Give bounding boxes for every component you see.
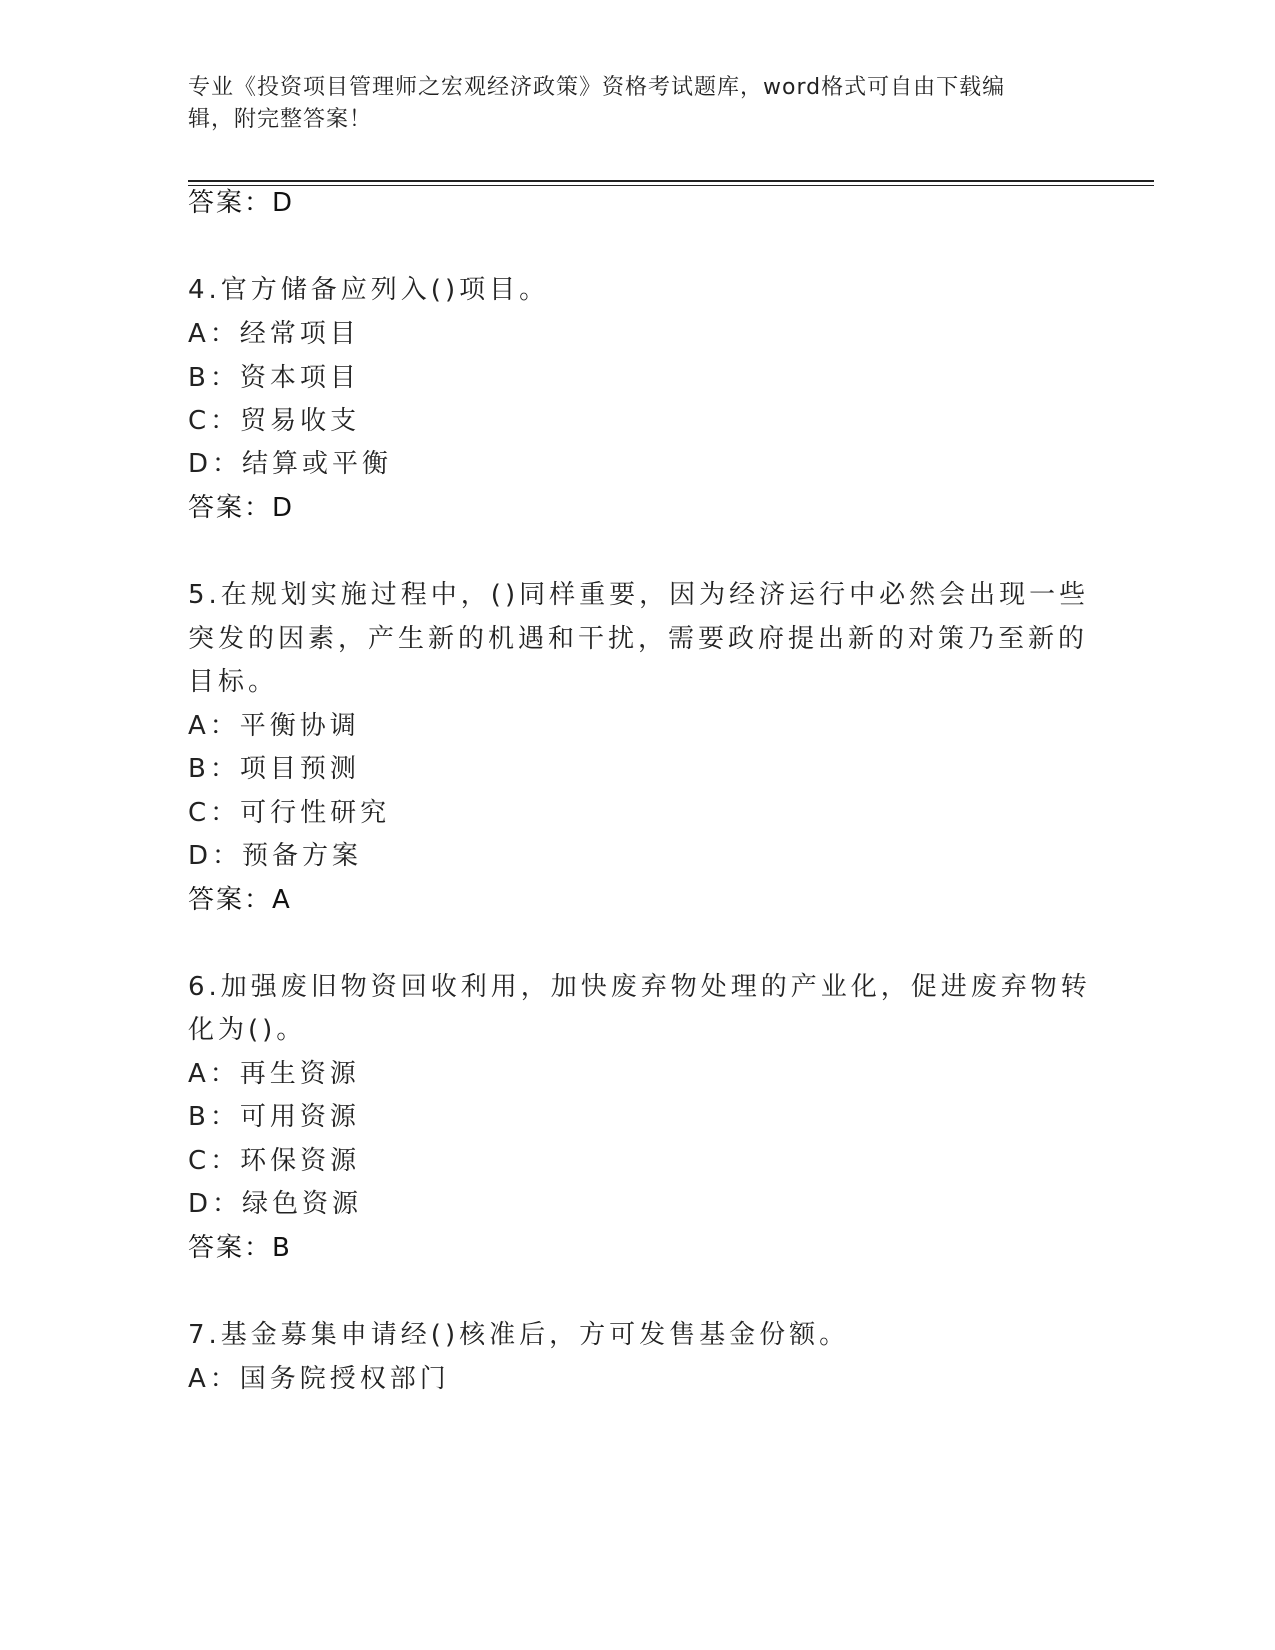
header-divider-thick [188, 180, 1154, 182]
question-6-stem-line-2: 化为()。 [188, 1015, 307, 1045]
question-5-stem-line-3: 目标。 [188, 667, 279, 697]
question-5-option-c: C：可行性研究 [188, 798, 391, 828]
header-divider-thin [188, 185, 1154, 186]
header-line-2: 辑，附完整答案！ [188, 107, 373, 132]
question-5-answer: 答案：A [188, 885, 292, 915]
question-4-option-a: A：经常项目 [188, 319, 360, 349]
question-6-option-c: C：环保资源 [188, 1146, 361, 1176]
question-4-option-c: C：贸易收支 [188, 406, 361, 436]
question-5-stem-line-2: 突发的因素，产生新的机遇和干扰，需要政府提出新的对策乃至新的 [188, 624, 1089, 654]
document-header [188, 72, 1068, 136]
question-5-option-b: B：项目预测 [188, 754, 360, 784]
question-5-stem-line-1: 5.在规划实施过程中，()同样重要，因为经济运行中必然会出现一些 [188, 580, 1090, 610]
question-6-stem-line-1: 6.加强废旧物资回收利用，加快废弃物处理的产业化，促进废弃物转 [188, 972, 1091, 1002]
question-4-option-d: D：结算或平衡 [188, 449, 393, 479]
question-6-option-d: D：绿色资源 [188, 1189, 363, 1219]
question-5-option-a: A：平衡协调 [188, 711, 360, 741]
question-4-option-b: B：资本项目 [188, 363, 360, 393]
header-line-1: 专业《投资项目管理师之宏观经济政策》资格考试题库，word格式可自由下载编 [188, 75, 1006, 100]
question-5-option-d: D：预备方案 [188, 841, 363, 871]
question-6-option-a: A：再生资源 [188, 1059, 360, 1089]
question-7-stem: 7.基金募集申请经()核准后，方可发售基金份额。 [188, 1320, 850, 1350]
answer-line: 答案：D [188, 188, 295, 218]
question-7-option-a: A：国务院授权部门 [188, 1364, 450, 1394]
question-6-option-b: B：可用资源 [188, 1102, 360, 1132]
question-4-answer: 答案：D [188, 493, 295, 523]
question-6-answer: 答案：B [188, 1233, 292, 1263]
question-4-stem: 4.官方储备应列入()项目。 [188, 275, 550, 305]
